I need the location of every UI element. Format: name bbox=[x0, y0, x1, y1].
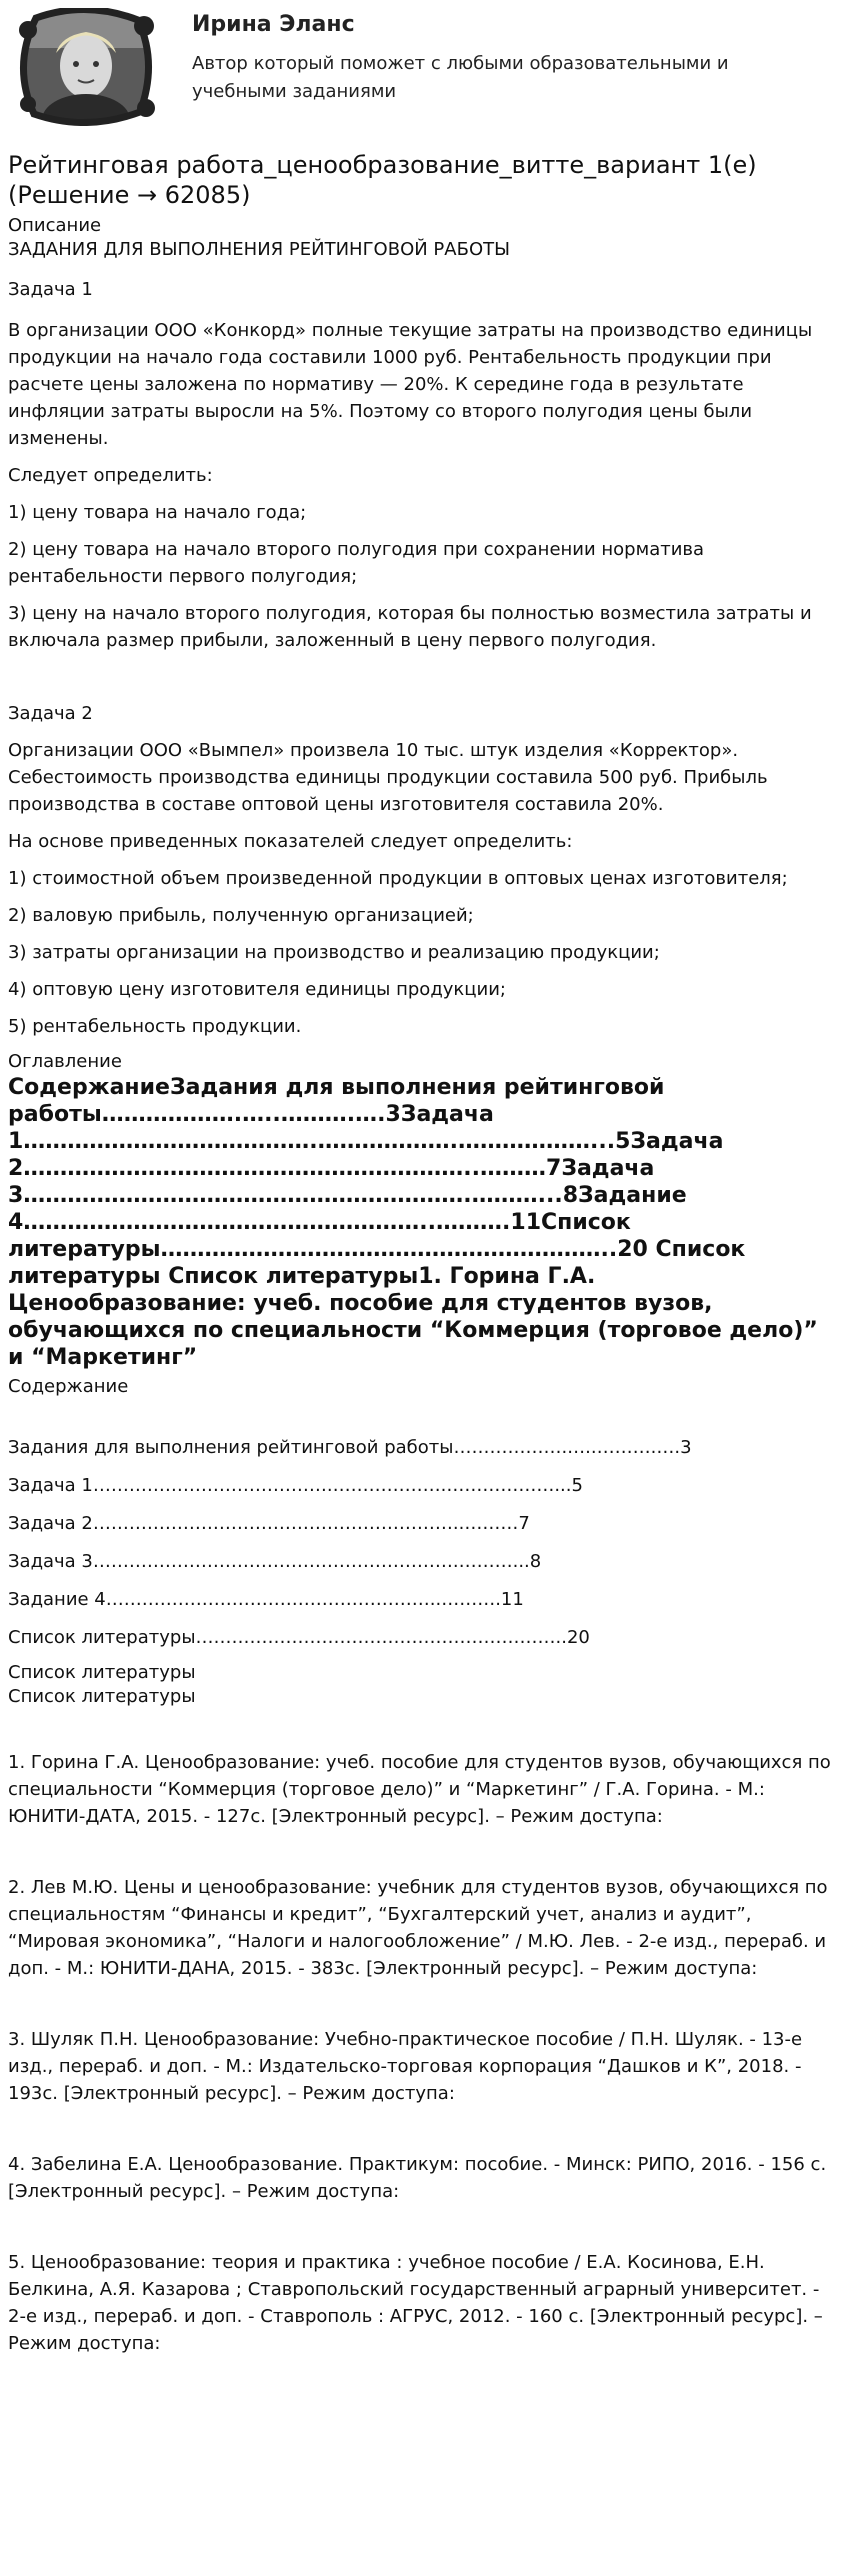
contents-line: Задания для выполнения рейтинговой работы……………….…..……….….3 bbox=[8, 1437, 692, 1458]
work-title: Рейтинговая работа_ценообразование_витте_вариант 1(е) (Решение → 62085) bbox=[8, 151, 757, 209]
contents-line: Задача 3…………………………………………………….………...8 bbox=[8, 1551, 542, 1572]
reference-item: 2. Лев М.Ю. Цены и ценообразование: учебник для студентов вузов, обучающихся по специальностям “Финансы и кредит”, “Бухгалтерский учет, анализ и аудит”, “Мировая экономика”, “Налоги и налогообложение” / М.Ю. Лев. - 2-е изд., перераб. и доп. - М.: ЮНИТИ-ДАНА, 2015. - 383с. [Электронный ресурс]. – Режим доступа: bbox=[8, 1877, 828, 1979]
reference-item: 3. Шуляк П.Н. Ценообразование: Учебно-практическое пособие / П.Н. Шуляк. - 13-е изд., перераб. и доп. - М.: Издательско-торговая корпорация “Дашков и К”, 2018. - 193с. [Электронный ресурс]. – Режим доступа: bbox=[8, 2029, 803, 2104]
task2-text: Организации ООО «Вымпел» произвела 10 тыс. штук изделия «Корректор». Себестоимость производства единицы продукции составила 500 руб. Прибыль производства в составе оптовой цены изготовителя составила 20%. bbox=[8, 740, 768, 815]
author-description: Автор который поможет с любыми образовательными и учебными заданиями bbox=[192, 53, 729, 102]
task2-label: Задача 2 bbox=[8, 703, 93, 724]
description-label: Описание bbox=[8, 215, 102, 236]
contents-line: Задание 4………………………………………………..……….11 bbox=[8, 1589, 524, 1610]
task1-item: 2) цену товара на начало второго полугодия при сохранении норматива рентабельности первого полугодия; bbox=[8, 539, 705, 587]
task2-item: 5) рентабельность продукции. bbox=[8, 1016, 302, 1037]
author-card bbox=[8, 0, 847, 140]
contents-line: Задача 2……………………………………………………..………7 bbox=[8, 1513, 530, 1534]
toc-bold-summary: СодержаниеЗадания для выполнения рейтинговой работы……………….…..……….….3Задача 1………………………………….……………….………………...5Задача 2……………………………………………………..………7Задача 3…………………………………………………….………...8Задание 4………………………………………………..……….11Список литературы……………………………………………………..20 Список литературы Список литературы1. Горина Г.А. Ценообразование: учеб. пособие для студентов вузов, обучающихся по специальности “Коммерция (торговое дело)” и “Маркетинг” bbox=[8, 1075, 818, 1370]
author-name[interactable]: Ирина Эланс bbox=[192, 12, 355, 37]
assignment-heading: ЗАДАНИЯ ДЛЯ ВЫПОЛНЕНИЯ РЕЙТИНГОВОЙ РАБОТЫ bbox=[8, 239, 510, 260]
task2-item: 1) стоимостной объем произведенной продукции в оптовых ценах изготовителя; bbox=[8, 868, 788, 889]
task1-text: В организации ООО «Конкорд» полные текущие затраты на производство единицы продукции на начало года составили 1000 руб. Рентабельность продукции при расчете цены заложена по нормативу — 20%. К середине года в результате инфляции затраты выросли на 5%. Поэтому со второго полугодия цены были изменены. bbox=[8, 320, 813, 449]
task1-item: 1) цену товара на начало года; bbox=[8, 502, 307, 523]
task2-item: 4) оптовую цену изготовителя единицы продукции; bbox=[8, 979, 506, 1000]
author-avatar[interactable] bbox=[16, 8, 156, 126]
task1-intro: Следует определить: bbox=[8, 465, 213, 486]
reference-item: 4. Забелина Е.А. Ценообразование. Практикум: пособие. - Минск: РИПО, 2016. - 156 с. [Электронный ресурс]. – Режим доступа: bbox=[8, 2154, 827, 2202]
contents-line: Задача 1………………………………….……………….………………...5 bbox=[8, 1475, 583, 1496]
task2-item: 2) валовую прибыль, полученную организацией; bbox=[8, 905, 474, 926]
contents-line: Список литературы……………………………………………………..20 bbox=[8, 1627, 590, 1648]
contents-label: Содержание bbox=[8, 1376, 129, 1397]
toc-label: Оглавление bbox=[8, 1051, 122, 1072]
task2-intro: На основе приведенных показателей следует определить: bbox=[8, 831, 573, 852]
reference-item: 5. Ценообразование: теория и практика : учебное пособие / Е.А. Косинова, Е.Н. Белкина, А.Я. Казарова ; Ставропольский государственный аграрный университет. - 2-е изд., перераб. и доп. - Ставрополь : АГРУС, 2012. - 160 с. [Электронный ресурс]. – Режим доступа: bbox=[8, 2252, 823, 2354]
reference-item: 1. Горина Г.А. Ценообразование: учеб. пособие для студентов вузов, обучающихся по специальности “Коммерция (торговое дело)” и “Маркетинг” / Г.А. Горина. - М.: ЮНИТИ-ДАТА, 2015. - 127с. [Электронный ресурс]. – Режим доступа: bbox=[8, 1752, 831, 1827]
task1-item: 3) цену на начало второго полугодия, которая бы полностью возместила затраты и включала размер прибыли, заложенный в цену первого полугодия. bbox=[8, 603, 812, 651]
bibliography-label: Список литературы bbox=[8, 1662, 196, 1683]
bibliography-label: Список литературы bbox=[8, 1686, 196, 1707]
task2-item: 3) затраты организации на производство и реализацию продукции; bbox=[8, 942, 660, 963]
task1-label: Задача 1 bbox=[8, 279, 93, 300]
